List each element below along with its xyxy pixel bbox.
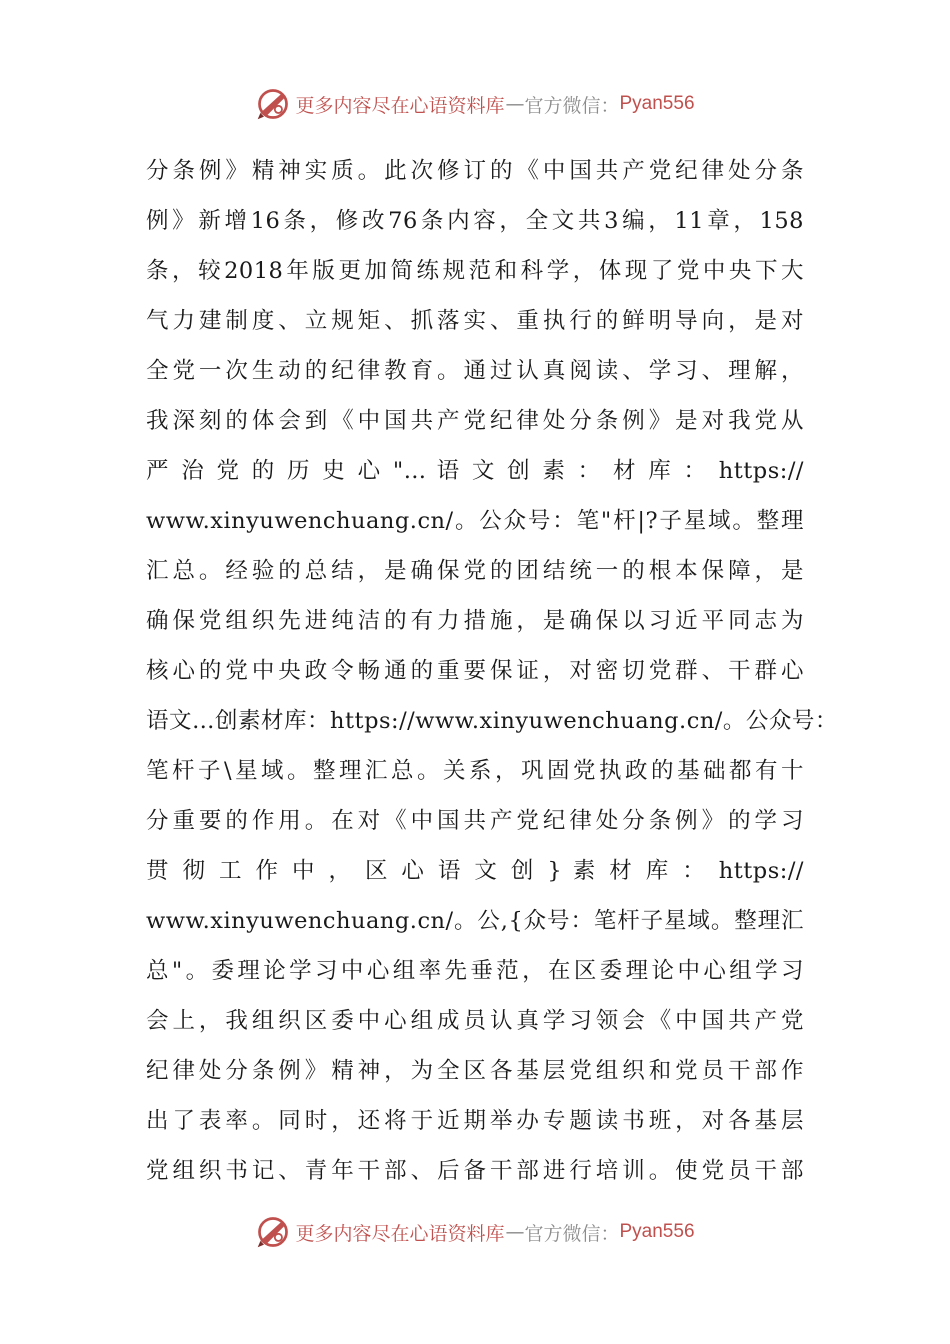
body-line: 纪律处分条例》精神，为全区各基层党组织和党员干部作	[146, 1058, 804, 1084]
footer-wechat-id: Pyan556	[619, 1221, 695, 1242]
footer-banner	[0, 1210, 950, 1254]
pen-logo-icon	[255, 86, 291, 122]
body-line: www.xinyuwenchuang.cn/。公,{众号：笔杆子星域。整理汇	[146, 908, 804, 934]
footer-wechat-label: 官方微信：	[524, 1222, 620, 1245]
body-line: 分重要的作用。在对《中国共产党纪律处分条例》的学习	[146, 808, 804, 834]
body-line: 分条例》精神实质。此次修订的《中国共产党纪律处分条	[146, 158, 804, 184]
body-line: 汇总。经验的总结，是确保党的团结统一的根本保障，是	[146, 558, 804, 584]
document-body	[146, 146, 838, 1196]
header-wechat-label: 官方微信：	[524, 94, 620, 117]
body-line: 笔杆子\星域。整理汇总。关系，巩固党执政的基础都有十	[146, 758, 804, 784]
body-line: 出了表率。同时，还将于近期举办专题读书班，对各基层	[146, 1108, 804, 1134]
body-line: 语文…创素材库：https://www.xinyuwenchuang.cn/。公众号：	[146, 708, 838, 734]
body-line: 全党一次生动的纪律教育。通过认真阅读、学习、理解，	[146, 358, 804, 384]
body-line: 党组织书记、青年干部、后备干部进行培训。使党员干部	[146, 1158, 804, 1184]
body-line: www.xinyuwenchuang.cn/。公众号：笔"杆|?子星域。整理	[146, 508, 804, 534]
header-banner	[0, 82, 950, 126]
body-line: 例》新增16条，修改76条内容，全文共3编，11章，158	[146, 208, 804, 234]
header-promo-text: 更多内容尽在心语资料库	[295, 94, 505, 117]
body-line: 气力建制度、立规矩、抓落实、重执行的鲜明导向，是对	[146, 308, 804, 334]
body-line: 严 治 党 的 历 史 心 "… 语 文 创 素 ： 材 库 ： https://	[146, 458, 804, 484]
body-line: 条，较2018年版更加简练规范和科学，体现了党中央下大	[146, 258, 804, 284]
body-line: 核心的党中央政令畅通的重要保证，对密切党群、干群心	[146, 658, 804, 684]
body-line: 总"。委理论学习中心组率先垂范，在区委理论中心组学习	[146, 958, 804, 984]
pen-logo-icon	[255, 1214, 291, 1250]
body-line: 我深刻的体会到《中国共产党纪律处分条例》是对我党从	[146, 408, 804, 434]
footer-promo-text: 更多内容尽在心语资料库	[295, 1222, 505, 1245]
header-dash: —	[505, 93, 524, 115]
body-line: 会上，我组织区委中心组成员认真学习领会《中国共产党	[146, 1008, 804, 1034]
body-line: 确保党组织先进纯洁的有力措施，是确保以习近平同志为	[146, 608, 804, 634]
body-line: 贯 彻 工 作 中 ， 区 心 语 文 创 } 素 材 库 ： https://	[146, 858, 804, 884]
header-wechat-id: Pyan556	[619, 93, 695, 114]
footer-dash: —	[505, 1221, 524, 1243]
